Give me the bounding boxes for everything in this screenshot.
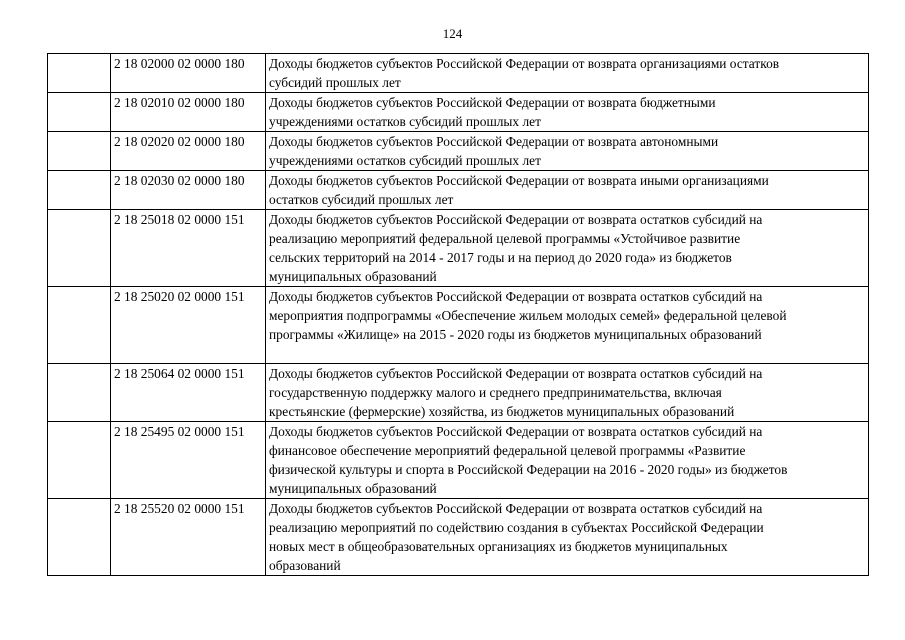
description-cell (266, 422, 869, 499)
description-cell (266, 171, 869, 210)
description-line: финансовое обеспечение мероприятий федеральной целевой программы «Развитие (269, 443, 746, 458)
empty-cell (48, 54, 111, 93)
description-line: Доходы бюджетов субъектов Российской Федерации от возврата бюджетными (269, 95, 716, 110)
description-line: государственную поддержку малого и среднего предпринимательства, включая (269, 385, 722, 400)
description-line: учреждениями остатков субсидий прошлых лет (269, 114, 541, 129)
code-cell: 2 18 25064 02 0000 151 (111, 364, 266, 422)
page-number: 124 (442, 26, 463, 41)
description-line: физической культуры и спорта в Российской Федерации на 2016 - 2020 годы» из бюджетов (269, 462, 788, 477)
description-line: крестьянские (фермерские) хозяйства, из бюджетов муниципальных образований (269, 404, 735, 419)
description-cell (266, 287, 869, 364)
description-cell (266, 499, 869, 576)
table-row (48, 93, 869, 132)
description-line: учреждениями остатков субсидий прошлых лет (269, 153, 541, 168)
description-line: сельских территорий на 2014 - 2017 годы и на период до 2020 года» из бюджетов (269, 250, 732, 265)
code-cell: 2 18 25520 02 0000 151 (111, 499, 266, 576)
description-line: Доходы бюджетов субъектов Российской Федерации от возврата иными организациями (269, 173, 769, 188)
code-cell: 2 18 25020 02 0000 151 (111, 287, 266, 364)
table-row (48, 171, 869, 210)
description-line: программы «Жилище» на 2015 - 2020 годы из бюджетов муниципальных образований (269, 327, 762, 342)
table-row (48, 499, 869, 576)
code-cell: 2 18 02030 02 0000 180 (111, 171, 266, 210)
description-line: Доходы бюджетов субъектов Российской Федерации от возврата остатков субсидий на (269, 501, 763, 516)
description-cell (266, 210, 869, 287)
description-line: реализацию мероприятий федеральной целевой программы «Устойчивое развитие (269, 231, 741, 246)
description-line: муниципальных образований (269, 269, 437, 284)
description-line: Доходы бюджетов субъектов Российской Федерации от возврата остатков субсидий на (269, 424, 763, 439)
empty-cell (48, 499, 111, 576)
empty-cell (48, 171, 111, 210)
description-line: муниципальных образований (269, 481, 437, 496)
table-row (48, 54, 869, 93)
description-line: остатков субсидий прошлых лет (269, 192, 454, 207)
table-row (48, 364, 869, 422)
code-cell: 2 18 02020 02 0000 180 (111, 132, 266, 171)
code-cell: 2 18 02010 02 0000 180 (111, 93, 266, 132)
description-line: Доходы бюджетов субъектов Российской Федерации от возврата остатков субсидий на (269, 366, 763, 381)
description-line: Доходы бюджетов субъектов Российской Федерации от возврата автономными (269, 134, 719, 149)
code-cell: 2 18 25018 02 0000 151 (111, 210, 266, 287)
table-body (48, 54, 869, 576)
description-line: образований (269, 558, 341, 573)
revenue-codes-table (47, 53, 869, 576)
table-row (48, 422, 869, 499)
empty-cell (48, 422, 111, 499)
description-line: Доходы бюджетов субъектов Российской Федерации от возврата остатков субсидий на (269, 212, 763, 227)
description-line: новых мест в общеобразовательных организациях из бюджетов муниципальных (269, 539, 728, 554)
empty-cell (48, 287, 111, 364)
empty-cell (48, 364, 111, 422)
description-cell (266, 54, 869, 93)
empty-cell (48, 93, 111, 132)
table-row (48, 210, 869, 287)
description-line: Доходы бюджетов субъектов Российской Федерации от возврата остатков субсидий на (269, 289, 763, 304)
empty-cell (48, 132, 111, 171)
table-row (48, 287, 869, 364)
description-cell (266, 364, 869, 422)
description-line: мероприятия подпрограммы «Обеспечение жильем молодых семей» федеральной целевой (269, 308, 787, 323)
description-line (269, 344, 866, 363)
description-cell (266, 93, 869, 132)
empty-cell (48, 210, 111, 287)
code-cell: 2 18 02000 02 0000 180 (111, 54, 266, 93)
description-line: субсидий прошлых лет (269, 75, 401, 90)
description-cell (266, 132, 869, 171)
table-row (48, 132, 869, 171)
description-line: Доходы бюджетов субъектов Российской Федерации от возврата организациями остатков (269, 56, 780, 71)
code-cell: 2 18 25495 02 0000 151 (111, 422, 266, 499)
description-line: реализацию мероприятий по содействию создания в субъектах Российской Федерации (269, 520, 764, 535)
